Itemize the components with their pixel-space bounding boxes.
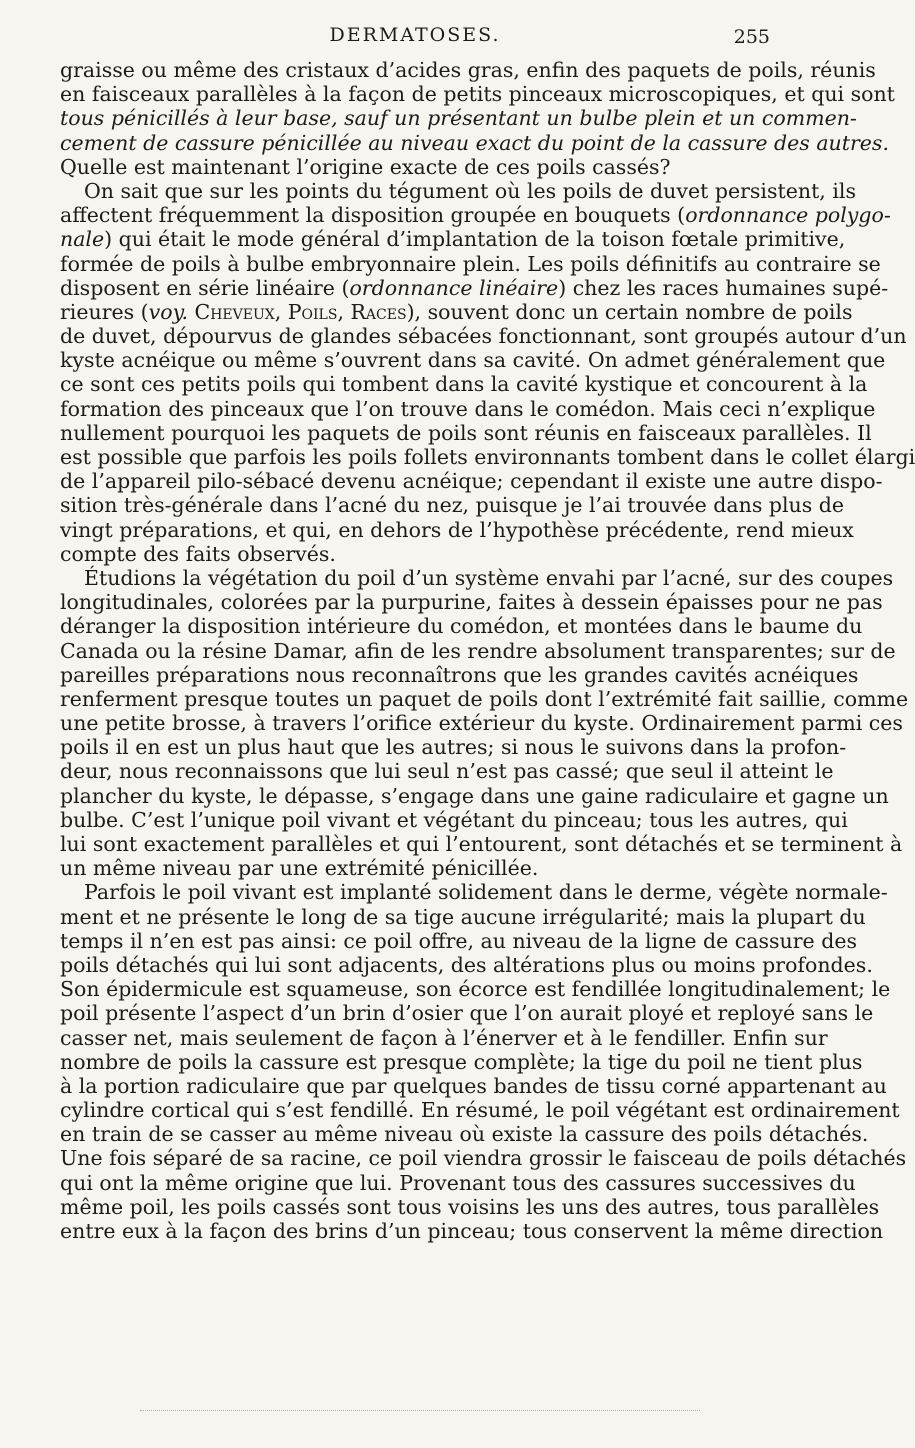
text-line <box>60 1098 900 1123</box>
text-line <box>60 1146 907 1171</box>
text-segment: en faisceaux parallèles à la façon de petits pinceaux microscopiques, et qui sont <box>60 82 895 107</box>
text-line <box>60 856 770 880</box>
text-segment: ment et ne présente le long de sa tige aucune irrégularité; mais la plupart du <box>60 904 866 929</box>
text-segment: disposent en série linéaire ( <box>60 275 350 300</box>
text-segment: nombre de poils la cassure est presque complète; la tige du poil ne tient plus <box>60 1049 863 1074</box>
text-line <box>60 542 770 566</box>
text-segment: un même niveau par une extrémité pénicillée. <box>60 856 539 881</box>
text-line <box>60 759 834 784</box>
text-line <box>60 686 909 711</box>
text-segment: On sait que sur les points du tégument où les poils de duvet persistent, ils <box>84 178 856 203</box>
text-line <box>60 638 896 663</box>
text-segment: graisse ou même des cristaux d’acides gras, enfin des paquets de poils, réunis <box>60 58 876 82</box>
text-line <box>60 1001 874 1026</box>
text-line <box>60 348 886 373</box>
text-line <box>60 155 770 179</box>
text-segment: déranger la disposition intérieure du comédon, et montées dans le baume du <box>60 614 863 639</box>
text-segment: kyste acnéique ou même s’ouvrent dans sa cavité. On admet généralement que <box>60 348 886 373</box>
text-segment: de duvet, dépourvus de glandes sébacées fonctionnant, sont groupés autour d’un <box>60 324 907 349</box>
text-line <box>60 1122 869 1147</box>
text-segment: longitudinales, colorées par la purpurine, faites à dessein épaisses pour ne pas <box>60 590 883 615</box>
text-segment: compte des faits observés. <box>60 541 336 566</box>
text-line <box>60 275 889 300</box>
footer-rule <box>140 1410 700 1412</box>
text-segment: Une fois séparé de sa racine, ce poil viendra grossir le faisceau de poils détachés <box>60 1146 907 1171</box>
text-line <box>60 1073 887 1098</box>
text-segment: ) qui était le mode général d’implantation de la toison fœtale primitive, <box>104 227 846 252</box>
text-line <box>60 832 903 856</box>
text-segment: formée de poils à bulbe embryonnaire plein. Les poils définitifs au contraire se <box>60 251 881 276</box>
text-segment: ce sont ces petits poils qui tombent dans la cavité kystique et concourent à la <box>60 372 868 397</box>
text-line <box>60 469 883 494</box>
text-segment: formation des pinceaux que l’on trouve dans le comédon. Mais ceci n’explique <box>60 396 876 421</box>
text-segment: ordonnance linéaire <box>349 275 559 300</box>
text-segment: nale <box>60 227 105 252</box>
text-line <box>60 493 845 518</box>
text-segment: poil présente l’aspect d’un brin d’osier que l’on aurait ployé et reployé sans le <box>60 1001 874 1026</box>
page-header <box>60 24 770 54</box>
text-segment: Cheveux, Poils, Races <box>194 299 407 324</box>
text-segment: en train de se casser au même niveau où existe la cassure des poils détachés. <box>60 1122 869 1147</box>
text-line <box>60 372 868 397</box>
text-line <box>60 251 881 276</box>
text-segment: lui sont exactement parallèles et qui l’entourent, sont détachés et se terminent à <box>60 832 903 856</box>
text-segment: entre eux à la façon des brins d’un pinceau; tous conservent la même direction <box>60 1219 884 1243</box>
text-line <box>60 130 889 155</box>
text-line <box>60 445 915 469</box>
text-line <box>60 880 888 905</box>
text-line <box>60 1219 884 1243</box>
text-line <box>60 58 876 82</box>
text-segment: temps il n’en est pas ainsi: ce poil offre, au niveau de la ligne de cassure des <box>60 928 857 953</box>
text-segment: affectent fréquemment la disposition groupée en bouquets ( <box>60 203 686 228</box>
text-line <box>60 324 907 349</box>
text-line <box>60 420 872 445</box>
text-segment: vingt préparations, et qui, en dehors de l’hypothèse précédente, rend mieux <box>60 517 854 542</box>
text-segment: Son épidermicule est squameuse, son écorce est fendillée longitudinalement; le <box>60 977 891 1002</box>
text-segment: deur, nous reconnaissons que lui seul n’est pas cassé; que seul il atteint le <box>60 759 834 784</box>
running-head: DERMATOSES. <box>329 24 501 46</box>
text-line <box>60 711 903 736</box>
text-segment: de l’appareil pilo-sébacé devenu acnéique; cependant il existe une autre dispo- <box>60 469 883 494</box>
text-segment: cement de cassure pénicillée au niveau exact du point de la cassure des autres. <box>60 130 889 155</box>
text-line <box>60 614 863 639</box>
text-line <box>60 1194 880 1219</box>
text-segment: bulbe. C’est l’unique poil vivant et végétant du pinceau; tous les autres, qui <box>60 807 848 832</box>
text-segment: rieures ( <box>60 299 149 324</box>
text-segment: Étudions la végétation du poil d’un système envahi par l’acné, sur des coupes <box>84 565 894 590</box>
text-segment: à la portion radiculaire que par quelques bandes de tissu corné appartenant au <box>60 1073 887 1098</box>
text-line <box>60 82 895 107</box>
text-segment: ordonnance polygo- <box>685 203 891 228</box>
text-line <box>60 517 854 542</box>
text-line <box>60 227 846 252</box>
text-segment: tous pénicillés à leur base, sauf un présentant un bulbe plein et un commen- <box>60 106 857 131</box>
text-line <box>60 203 891 228</box>
text-line <box>60 299 853 324</box>
text-line <box>60 1025 828 1050</box>
text-segment: poils il en est un plus haut que les autres; si nous le suivons dans la profon- <box>60 735 847 760</box>
page-number: 255 <box>733 26 770 48</box>
text-line <box>60 106 857 131</box>
text-line <box>60 928 857 953</box>
text-line <box>60 735 847 760</box>
text-line <box>60 396 876 421</box>
text-line <box>60 783 889 808</box>
text-line <box>60 1170 856 1195</box>
text-segment: pareilles préparations nous reconnaîtrons que les grandes cavités acnéiques <box>60 662 859 687</box>
text-line <box>60 590 883 615</box>
text-segment: sition très-générale dans l’acné du nez, puisque je l’ai trouvée dans plus de <box>60 493 845 518</box>
text-segment: Canada ou la résine Damar, afin de les rendre absolument transparentes; sur de <box>60 638 896 663</box>
text-segment: nullement pourquoi les paquets de poils sont réunis en faisceaux parallèles. Il <box>60 420 872 445</box>
text-segment: voy. <box>148 299 188 324</box>
text-line <box>60 662 859 687</box>
text-segment: Quelle est maintenant l’origine exacte de ces poils cassés? <box>60 154 671 179</box>
text-segment: renferment presque toutes un paquet de poils dont l’extrémité fait saillie, comme <box>60 686 909 711</box>
text-segment: casser net, mais seulement de façon à l’énerver et à le fendiller. Enfin sur <box>60 1025 828 1050</box>
text-line <box>60 952 873 977</box>
text-segment: Parfois le poil vivant est implanté solidement dans le derme, végète normale- <box>84 880 888 905</box>
text-segment: même poil, les poils cassés sont tous voisins les uns des autres, tous parallèles <box>60 1194 880 1219</box>
text-segment: poils détachés qui lui sont adjacents, des altérations plus ou moins profondes. <box>60 952 873 977</box>
text-line <box>60 565 894 590</box>
text-segment: qui ont la même origine que lui. Provenant tous des cassures successives du <box>60 1170 856 1195</box>
text-line <box>60 1049 863 1074</box>
text-segment: plancher du kyste, le dépasse, s’engage dans une gaine radiculaire et gagne un <box>60 783 889 808</box>
text-segment: une petite brosse, à travers l’orifice extérieur du kyste. Ordinairement parmi ces <box>60 711 903 736</box>
text-line <box>60 807 848 832</box>
body-text <box>60 58 915 1243</box>
text-segment: ), souvent donc un certain nombre de poils <box>406 299 853 324</box>
text-line <box>60 977 891 1002</box>
text-line <box>60 178 856 203</box>
text-segment: ) chez les races humaines supé- <box>558 275 889 300</box>
text-segment: cylindre cortical qui s’est fendillé. En résumé, le poil végétant est ordinairement <box>60 1098 900 1123</box>
text-line <box>60 904 866 929</box>
text-segment: est possible que parfois les poils follets environnants tombent dans le collet élargi <box>60 445 915 469</box>
